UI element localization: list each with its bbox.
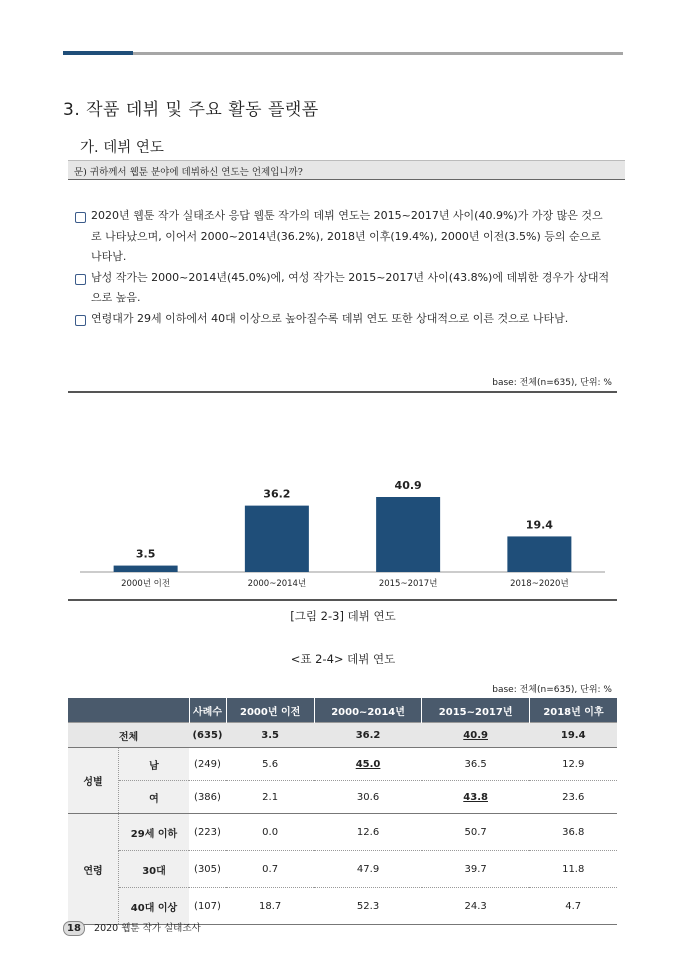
header-cell: 2018년 이후 — [529, 698, 617, 723]
group-label: 연령 — [68, 814, 119, 925]
table-row — [68, 888, 617, 925]
row-count: (107) — [189, 888, 226, 925]
page-footer — [63, 920, 201, 936]
checkbox-bullet-icon — [75, 315, 86, 326]
table-row — [68, 851, 617, 888]
table-cell: 40.9 — [422, 723, 530, 748]
table-header-row — [68, 698, 617, 723]
x-tick-label: 2018~2020년 — [510, 579, 569, 589]
row-label: 40대 이상 — [119, 888, 190, 925]
finding-text: 연령대가 29세 이하에서 40대 이상으로 높아질수록 데뷔 연도 또한 상대적으로 이른 것으로 나타남. — [91, 311, 569, 325]
row-label: 30대 — [119, 851, 190, 888]
x-tick-label: 2000~2014년 — [247, 579, 307, 589]
row-count: (305) — [189, 851, 226, 888]
table-cell: 18.7 — [226, 888, 314, 925]
header-cell: 2015~2017년 — [422, 698, 530, 723]
table-cell: 36.5 — [422, 748, 530, 781]
bar-value-label: 36.2 — [263, 487, 291, 501]
table-cell: 50.7 — [422, 814, 530, 851]
bar — [114, 566, 178, 572]
table-cell: 5.6 — [226, 748, 314, 781]
row-count: (386) — [189, 781, 226, 814]
table-row-total — [68, 723, 617, 748]
table-cell: 3.5 — [226, 723, 314, 748]
table-cell: 24.3 — [422, 888, 530, 925]
x-tick-label: 2015~2017년 — [378, 579, 438, 589]
section-title: 3. 작품 데뷔 및 주요 활동 플랫폼 — [63, 100, 319, 120]
row-count: (249) — [189, 748, 226, 781]
chart-base-note: base: 전체(n=635), 단위: % — [492, 378, 612, 388]
table-row — [68, 748, 617, 781]
table-cell: 52.3 — [314, 888, 422, 925]
header-accent-bar — [63, 51, 133, 55]
row-count: (635) — [189, 723, 226, 748]
debut-year-table — [68, 698, 617, 925]
finding-item — [75, 206, 610, 268]
table-cell: 11.8 — [529, 851, 617, 888]
table-cell: 43.8 — [422, 781, 530, 814]
table-row — [68, 814, 617, 851]
question-box — [68, 160, 625, 180]
table-row — [68, 781, 617, 814]
finding-item — [75, 309, 610, 330]
group-label: 성별 — [68, 748, 119, 814]
table-cell: 12.9 — [529, 748, 617, 781]
finding-item — [75, 268, 610, 309]
table-cell: 4.7 — [529, 888, 617, 925]
row-label: 29세 이하 — [119, 814, 190, 851]
table-cell: 30.6 — [314, 781, 422, 814]
finding-text: 2020년 웹툰 작가 실태조사 응답 웹툰 작가의 데뷔 연도는 2015~2017년 사이(40.9%)가 가장 많은 것으로 나타났으며, 이어서 2000~2014년(36.2%), 2018년 이후(19.4%), 2000년 이전(3.5%) 등의 순으로 나타남. — [91, 209, 603, 263]
header-cell: 2000~2014년 — [314, 698, 422, 723]
table-cell: 0.0 — [226, 814, 314, 851]
row-count: (223) — [189, 814, 226, 851]
chart-bottom-rule — [68, 599, 617, 601]
bar-value-label: 19.4 — [525, 518, 553, 532]
question-text: 문) 귀하께서 웹툰 분야에 데뷔하신 연도는 언제입니까? — [74, 167, 303, 178]
table-cell: 45.0 — [314, 748, 422, 781]
footer-title: 2020 웹툰 작가 실태조사 — [94, 923, 201, 934]
table-cell: 0.7 — [226, 851, 314, 888]
subsection-title: 가. 데뷔 연도 — [80, 140, 164, 156]
row-label: 남 — [119, 748, 190, 781]
finding-text: 남성 작가는 2000~2014년(45.0%)에, 여성 작가는 2015~2017년 사이(43.8%)에 데뷔한 경우가 상대적으로 높음. — [91, 270, 610, 304]
row-label: 전체 — [68, 723, 189, 748]
checkbox-bullet-icon — [75, 212, 86, 223]
table-cell: 36.2 — [314, 723, 422, 748]
bar-value-label: 40.9 — [394, 479, 422, 492]
bar — [507, 536, 571, 572]
x-tick-label: 2000년 이전 — [121, 579, 171, 589]
table-cell: 47.9 — [314, 851, 422, 888]
table-cell: 12.6 — [314, 814, 422, 851]
page-number: 18 — [63, 921, 85, 936]
table-cell: 36.8 — [529, 814, 617, 851]
findings-list — [75, 206, 610, 329]
table-base-note: base: 전체(n=635), 단위: % — [492, 685, 612, 695]
debut-year-bar-chart — [68, 392, 617, 602]
table-cell: 19.4 — [529, 723, 617, 748]
bar-value-label: 3.5 — [135, 547, 156, 561]
header-rule — [133, 52, 623, 55]
bar — [245, 506, 309, 572]
figure-caption: [그림 2-3] 데뷔 연도 — [290, 609, 396, 623]
header-blank — [68, 698, 189, 723]
header-cell: 사례수 — [189, 698, 226, 723]
bar — [376, 497, 440, 572]
row-label: 여 — [119, 781, 190, 814]
table-cell: 39.7 — [422, 851, 530, 888]
checkbox-bullet-icon — [75, 274, 86, 285]
table-cell: 23.6 — [529, 781, 617, 814]
header-cell: 2000년 이전 — [226, 698, 314, 723]
table-cell: 2.1 — [226, 781, 314, 814]
table-caption: <표 2-4> 데뷔 연도 — [290, 652, 396, 666]
